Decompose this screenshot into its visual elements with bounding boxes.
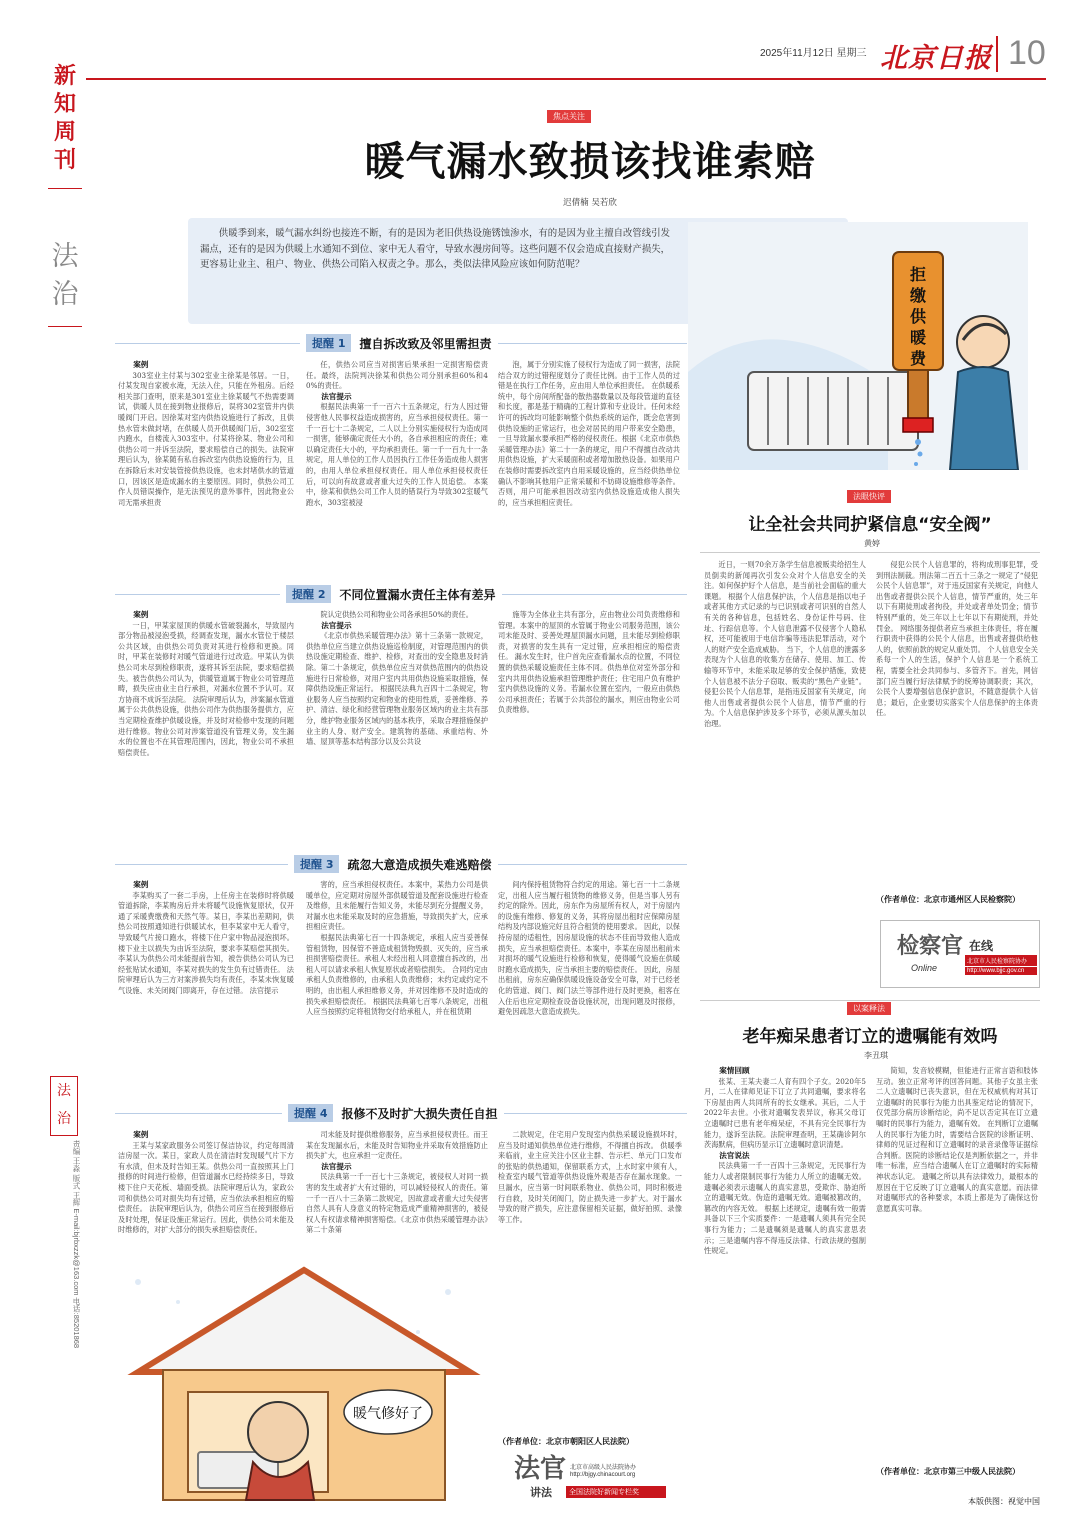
section1-col3 [498, 360, 680, 572]
editor-line: 责编 王淼 版式 王辉 E-mail:bjrbxzzk@163.com 电话:85201868 [72, 1140, 81, 1349]
section-title: 报修不及时扩大损失责任自担 [341, 1106, 498, 1121]
page-number: 10 [1008, 34, 1046, 72]
opinion-label: 法眼快评 [847, 490, 891, 503]
svg-text:供: 供 [909, 307, 927, 326]
section-text: 害的，应当承担侵权责任。本案中，某热力公司是供暖单位，应定期对房屋外部供暖管道及配套设施进行检查及维修，且未能履行告知义务，未能尽到充分提醒义务，对漏水也未能采取及时的应急措施，导致损失扩大，应承担相应责任。 [306, 880, 488, 932]
explain-col2 [876, 1066, 1038, 1462]
section-text: 泡，属于分别实施了侵权行为造成了同一损害，法院结合双方的过错程度划分了责任比例。由于工作人员的过错是在执行工作任务，应由用人单位承担责任。 在供暖系统中，每个房间所配备的散热器数量以及每段管道的直径和长度，都是基于精确的工程计算和专业设计。任何未经许可的拆改均可能影响整个供热系统的运作，既会危害到供热设施的正常运行，也会对居民的用户带来安全隐患，一旦导致漏水要承担严格的侵权责任。根据《北京市供热采暖管理办法》第二十一条的规定，用户不得擅自改动共用供热设施，扩大采暖面积或者增加散热设备。如果用户在装修时需要拆改室内自用采暖设施的，应当经供热单位确认不影响其他用户正常采暖和不妨碍设施维修等条件。否则，用户可能承担因改动室内供热设施造成他人损失的，应当承担相应责任。 [498, 360, 680, 507]
opinion-credit: （作者单位：北京市通州区人民检察院） [876, 895, 1020, 904]
explain-label: 以案释法 [847, 1002, 891, 1015]
sidebar-rule-2 [48, 326, 82, 327]
prosecutor-banner [880, 920, 1040, 988]
section-text: 《北京市供热采暖管理办法》第十三条第一款规定，供热单位应当建立供热设施巡检制度，对管理范围内的供热设施定期检查、维护、检修，对查出的安全隐患及时消除。第二十条规定，供热单位应当对供热范围内的供热设施进行日常检修，对用户室内共用供热设施采取措施，保障供热设施正常运行。 根据民法典九百四十二条规定，物业服务人应当按照约定和物业的使用性质，妥善维修、养护、清洁、绿化和经营管理物业服务区域内的业主共有部分，维护物业服务区域内的基本秩序，采取合理措施保护业主的人身、财产安全。建筑物的基础、承重结构、外墙、屋顶等基本结构部分以及公共设 [306, 631, 488, 747]
opinion-col2 [876, 560, 1038, 890]
feature-byline: 迟倩楠 吴若欣 [563, 198, 617, 208]
explain-byline: 李丑琪 [864, 1051, 888, 1060]
masthead-rule [86, 78, 1046, 80]
section-name: 法治 [51, 241, 79, 310]
case-heading: 案例 [133, 360, 149, 369]
section-tag: 提醒 3 [294, 855, 339, 873]
explain-text: 简知，发音较模糊，但能进行正常言语和肢体互动。独立正常考评的回答问题。其他子女虽主张二人立遗嘱时已丧失意识，但在无权威机构对其订立遗嘱时的民事行为能力出具鉴定结论的情况下，仅凭部分病历诊断结论，尚不足以否定其在订立遗嘱时的民事行为能力，遗嘱有效。 在判断订立遗嘱人的民事行为能力时，需要结合医院的诊断证明、律师的见证过程和订立遗嘱时的录音录像等证据综合判断。医院的诊断结论仅是判断依据之一，并非唯一标准，应当结合遗嘱人在订立遗嘱时的实际精神状态认定。 遗嘱之所以具有法律效力，最根本的原因在于它反映了订立遗嘱人的真实意愿。而法律对遗嘱形式的各种要求，本质上都是为了确保这份意愿真实可靠。 [876, 1066, 1038, 1213]
banner-url[interactable]: http://www.bjjc.gov.cn [965, 967, 1037, 975]
section-title: 不同位置漏水责任主体有差异 [339, 587, 496, 602]
seal-icon: 法治 [50, 1076, 78, 1136]
section-tag: 提醒 2 [286, 585, 331, 603]
banner-org: 北京市人民检察院协办 [965, 955, 1037, 966]
section-text: 王某与某家政服务公司签订保洁协议，约定每周清洁房屋一次。某日，家政人员在清洁时发现暖气片下方有水渍，但未及时告知王某。供热公司一直按照其上门报修的时间进行检修，但管道漏水已经持续多日，导致楼下住户天花板、墙面受损。法院审理后认为，家政公司和供热公司对损失均有过错，应当依法承担相应的赔偿责任。 法院审理后认为，供热公司应当在接到报修后及时处理，保证设施正常运行。因此，供热公司未能及时维修的，对扩大部分的损失承担赔偿责任。 [118, 1140, 294, 1235]
section3-col1 [118, 880, 294, 1086]
section-text: 施等为全体业主共有部分，应由物业公司负责维修和管理。本案中的屋顶的水管属于物业公司服务范围，该公司未能及时、妥善处理屋顶漏水问题，且未能尽到检修职责，对损害的发生具有一定过错，应承担相应的赔偿责任。 漏水发生时，住户首先应查看漏水点的位置，不同位置的供热采暖设施责任主体不同。供热单位对室外部分和室内共用供热设施承担管理维护责任；住宅用户负有维护室内供热设施的义务。若漏水位置在室内，一般应由供热公司承担责任；若属于公共部位的漏水，则应由物业公司负责维修。 [498, 610, 680, 715]
section-text: 院认定供热公司和物业公司各承担50%的责任。 [320, 610, 473, 619]
svg-text:缴: 缴 [909, 286, 927, 305]
banner-big: 检察官 [897, 933, 964, 959]
explain-text: 张某、王某夫妻二人育有四个子女。2020年5月，二人在律师见证下订立了共同遗嘱，要求将名下房屋由两人共同所有的长女继承。其后，二人于2022年去世。小张对遗嘱发表异议，称其父母订立遗嘱时已患有老年痴呆症，不具有完全民事行为能力，遂诉至法院。法院审理查明，王某确诊阿尔茨海默病，但病历显示订立遗嘱时意识清楚。 [704, 1076, 866, 1150]
opinion-rule [700, 552, 1040, 553]
section2-col3 [498, 610, 680, 846]
section-text: 二款规定，住宅用户发现室内供热采暖设施损坏时，应当及时通知供热单位进行维修，不得擅自拆改。 供暖季来临前，业主应关注小区业主群、告示栏、单元门口发布的张贴的供热通知，保留联系方式，上水时家中须有人，检查室内暖气管道等供热设施外观是否存在漏水现象。一旦漏水，应当第一时间联系物业、供热公司，同时积极进行自救，及时关闭阀门，防止损失进一步扩大。对于漏水导致的财产损失，应注意保留相关证据，做好拍照、录像等工作。 [498, 1130, 682, 1224]
svg-text:费: 费 [909, 349, 927, 368]
photo-credit: 本版供图：视觉中国 [968, 1497, 1040, 1506]
section-text: 一日，甲某家屋顶的供暖水管破裂漏水，导致屋内部分物品被浸泡受损，经调查发现，漏水水管位于楼层公共区域，由供热公司负责对其进行检修和更换。同时，甲某在装修时对暖气管道进行过改造。甲某认为供热公司未尽到检修职责，遂将其诉至法院，要求赔偿损失。被告供热公司认为，供暖管道属于物业公司管理范畴，损失应由业主自行承担，对漏水位置不予认可。双方协商不成诉至法院。 法院审理后认为，涉案漏水管道属于公共供热设施，供热公司作为供热服务提供方，应当定期检查维护供暖设施，并及时对检修中发现的问题进行维修。物业公司对涉案管道没有管理义务，发生漏水的位置也不在其管理范围内，因此，物业公司不承担赔偿责任。 [118, 620, 294, 757]
section4-col1 [118, 1130, 294, 1254]
lead-text: 供暖季到来，暖气漏水纠纷也接连不断，有的是因为老旧供热设施锈蚀渗水，有的是因为业主擅自改管线引发漏点，还有的是因为供暖上水通知不到位、家中无人看守，导致水漫房间等。这些问题不仅会造成直接财产损失，更容易让业主、租户、物业、供热公司陷入权责之争。那么，类似法律风险应该如何防范呢？ [200, 228, 670, 270]
section2-col2 [306, 610, 488, 846]
section-text: 间内保持租赁物符合约定的用途。第七百一十二条规定，出租人应当履行租赁物的维修义务，但是当事人另有约定的除外。因此，房东作为房屋所有权人，对于房屋内的设施有维修、修复的义务，其将房屋出租时应保障房屋结构及内部设施完好且符合租赁的使用要求。 因此，以保持房屋的适租性，因房屋设施的状态不佳而导致他人造成损失，应当承担赔偿责任。本案中，李某在房屋出租前未对损坏的暖气设施进行检修和恢复，使得暖气设施在供暖时跑水造成损失，应当承担主要的赔偿责任。 因此，房屋出租前，房东应确保供暖设施设备安全可靠，对于已经老化的管道、阀门、阀门法兰等部件进行及时更换，租客在入住后也应定期检查设备设施状况，出现问题及时报修，避免因疏忽大意造成损失。 [498, 880, 680, 1017]
section-header-4 [282, 1104, 504, 1122]
opinion-text: 侵犯公民个人信息罪的，将构成刑事犯罪，受到刑法制裁。刑法第二百五十三条之一规定了“侵犯公民个人信息罪”，对于违反国家有关规定，向他人出售或者提供公民个人信息，情节严重的，处三年以下有期徒刑或者拘役，并处或者单处罚金；情节特别严重的，处三年以上七年以下有期徒刑，并处罚金。 网络服务提供者应当承担主体责任，将在履行职责中获得的公民个人信息，出售或者提供给他人的，依照前款的规定从重处罚。 个人信息安全关系每一个人的生活，保护个人信息是一个系统工程，需要全社会共同参与、多管齐下。首先，网信部门应当履行好法律赋予的统筹协调职责；其次，公民个人要增强信息保护意识，不随意提供个人信息；最后，企业要切实落实个人信息保护的主体责任。 [876, 560, 1038, 718]
case-heading: 案例 [133, 1130, 149, 1139]
feature-label: 焦点关注 [547, 110, 591, 123]
section-title: 擅自拆改致及邻里需担责 [359, 336, 492, 351]
house-cartoon-icon [118, 1262, 490, 1506]
section-text: 任，供热公司应当对损害后果承担一定损害赔偿责任。最终，法院判决徐某和供热公司分别承担60%和40%的责任。 [306, 360, 488, 391]
opinion-headline: 让全社会共同护紧信息“安全阀” [748, 515, 992, 535]
section3-col3 [498, 880, 680, 1086]
section-text: 民法典第一千一百七十三条规定，被侵权人对同一损害的发生或者扩大有过错的，可以减轻侵权人的责任。第一千一百八十三条第二款规定，因故意或者重大过失侵害自然人具有人身意义的特定物造成严重精神损害的，被侵权人有权请求精神损害赔偿。《北京市供热采暖管理办法》第二十条第 [306, 1172, 488, 1235]
section2-col1 [118, 610, 294, 846]
banner-online: 在线 [969, 939, 994, 953]
explain-text: 民法典第一千一百四十三条规定，无民事行为能力人或者限制民事行为能力人所立的遗嘱无效。遗嘱必须表示遗嘱人的真实意思，受欺诈、胁迫所立的遗嘱无效。伪造的遗嘱无效。遗嘱被篡改的，篡改的内容无效。 根据上述规定，遗嘱有效一般需具备以下三个实质要件：一是遗嘱人须具有完全民事行为能力；二是遗嘱须是遗嘱人的真实意思表示；三是遗嘱内容不得违反法律、行政法规的强制性规定。 [704, 1161, 866, 1256]
section-text: 李某购买了一套二手房，上任房主在装修时将供暖管道拆除，李某购房后并未将暖气设施恢复原状，仅开通了采暖费缴费和天然气等。某日，李某出差期间，供热公司按照通知进行供暖试水，但李某家中无人看守，导致暖气片接口跑水，将楼下住户家中物品浸泡损坏。楼下业主以损失为由诉至法院，要求李某赔偿其损失。李某认为供热公司未能提前告知，被告供热公司认为已经张贴试水通知，李某对损失的发生负有过错责任。 法院审理后认为三方对案涉损失均有责任，李某未恢复暖气设施、未关闭阀门即离开，存在过错。 法官提示 [118, 890, 294, 995]
section-tag: 提醒 4 [288, 1104, 333, 1122]
paper-name: 北京日报 [880, 43, 992, 74]
section-text: 根据民法典第一千一百六十五条规定，行为人因过错侵害他人民事权益造成损害的，应当承担侵权责任。第一千一百七十二条规定，二人以上分别实施侵权行为造成同一损害，能够确定责任大小的，各自承担相应的责任；难以确定责任大小的，平均承担责任。第一千一百九十一条规定，用人单位的工作人员因执行工作任务造成他人损害的，由用人单位承担侵权责任。用人单位承担侵权责任后，可以向有故意或者重大过失的工作人员追偿。 本案中，徐某和供热公司工作人员的错误行为导致302室暖气跑水，303室被浸 [306, 402, 488, 507]
judge-banner-sub: 讲法 [530, 1486, 552, 1499]
explain-col1 [704, 1066, 866, 1506]
section-title: 疏忽大意造成损失难逃赔偿 [347, 857, 492, 872]
opinion-byline: 黄婷 [864, 539, 880, 548]
case-heading: 案例 [133, 880, 149, 889]
section4-col3 [498, 1130, 682, 1430]
case-heading: 案情回顾 [719, 1066, 750, 1075]
section-header-2 [280, 585, 502, 603]
tip-heading: 法官提示 [321, 1161, 352, 1171]
section1-col1 [118, 360, 294, 572]
section-tag: 提醒 1 [306, 334, 351, 352]
column-title: 新知周刊 [53, 63, 76, 173]
feature-credit: （作者单位：北京市朝阳区人民法院） [498, 1437, 634, 1446]
explain-credit: （作者单位：北京市第三中级人民法院） [876, 1467, 1020, 1476]
section4-col2 [306, 1130, 488, 1254]
tip-heading: 法官说法 [719, 1150, 750, 1160]
section3-col2 [306, 880, 488, 1086]
radiator-cartoon-icon [688, 222, 1028, 470]
opinion-text: 近日，一则70余万条学生信息被贩卖给招生人员倒卖的新闻再次引发公众对个人信息安全的关注。如何保护好个人信息，是当前社会面临的重大课题。 根据个人信息保护法，个人信息是指以电子或者其他方式记录的与已识别或者可识别的自然人有关的各种信息，包括姓名、身份证件号码、住址、行踪信息等。个人信息泄露不仅侵害个人隐私权，还可能被用于电信诈骗等违法犯罪活动，对个人的财产安全造成威胁。 当下，个人信息的泄露多表现为个人信息的收集方在储存、使用、加工、传输等环节中，未能采取足够的安全保护措施，致使个人信息被不法分子窃取、贩卖的“黑色产业链”。 侵犯公民个人信息罪，是指违反国家有关规定，向他人出售或者提供公民个人信息，情节严重的行为。个人信息保护涉及多个环节，必须从源头加以治理。 [704, 560, 866, 728]
section-text: 根据民法典第七百一十四条规定，承租人应当妥善保管租赁物，因保管不善造成租赁物毁损、灭失的，应当承担损害赔偿责任。承租人未经出租人同意擅自拆改的，出租人可以请求承租人恢复原状或者赔偿损失。 合同约定由承租人负责维修的，由承租人负责维修；未约定或约定不明的，由出租人承担维修义务，并对因维修不及时造成的损失承担赔偿责任。 根据民法典第七百零八条规定，出租人应当按照约定将租赁物交付给承租人，并在租赁期 [306, 932, 488, 1017]
judge-banner-big: 法官 [514, 1454, 567, 1484]
section-text: 司未能及时提供维修服务，应当承担侵权责任。而王某在发现漏水后，未能及时告知物业并采取有效措施防止损失扩大，也应承担一定责任。 [306, 1130, 488, 1161]
cartoon-bubble: 暖气修好了 [353, 1406, 423, 1422]
feature-headline: 暖气漏水致损该找谁索赔 [364, 139, 816, 185]
case-heading: 案例 [133, 610, 149, 619]
judge-banner-org: 北京市高级人民法院协办 [570, 1464, 637, 1471]
explain-rule-top [700, 1000, 1040, 1001]
svg-text:拒: 拒 [909, 265, 927, 284]
explain-headline: 老年痴呆患者订立的遗嘱能有效吗 [742, 1027, 998, 1047]
masthead-divider [996, 36, 998, 72]
judge-banner-url[interactable]: http://bjgy.chinacourt.org [570, 1472, 636, 1478]
opinion-col1 [704, 560, 866, 982]
tip-heading: 法官提示 [321, 391, 352, 401]
svg-text:暖: 暖 [909, 328, 927, 347]
section-text: 303室业主付某与302室业主徐某是邻居。一日，付某发现自家被水淹，无法入住，只能在外租房。后经相关部门查明，原来是301室业主徐某暖气不热需要调试，供暖人员在接到物业报修后，误将302室管井内供暖阀门开启。因徐某对室内供热设施进行了拆改，且供热水管未做封堵，在供暖人员开供暖阀门后，302室室内跑水，自楼流入303室中。付某将徐某、物业公司和供热公司一并诉至法院，要求赔偿自己的损失。法院审理后认为，徐某随有私自拆改室内供热设施的行为，且在拆除后未对安装管接供热设施，也未封堵供水的管道口，因该区是造成漏水的主要原因。同时，供热公司工作人员错误操作，是无法预见的意外事件，因此物业公司无需承担责 [118, 370, 294, 507]
section1-col2 [306, 360, 488, 572]
sidebar-rule [48, 188, 82, 189]
judge-banner-slogan: 全国法院好新闻专栏奖 [566, 1486, 666, 1498]
section-header-3 [288, 855, 498, 873]
banner-sub: Online [911, 963, 938, 973]
tip-heading: 法官提示 [321, 620, 352, 630]
judge-banner [510, 1448, 680, 1504]
issue-date: 2025年11月12日 星期三 [760, 48, 867, 59]
section-header-1 [300, 334, 498, 352]
